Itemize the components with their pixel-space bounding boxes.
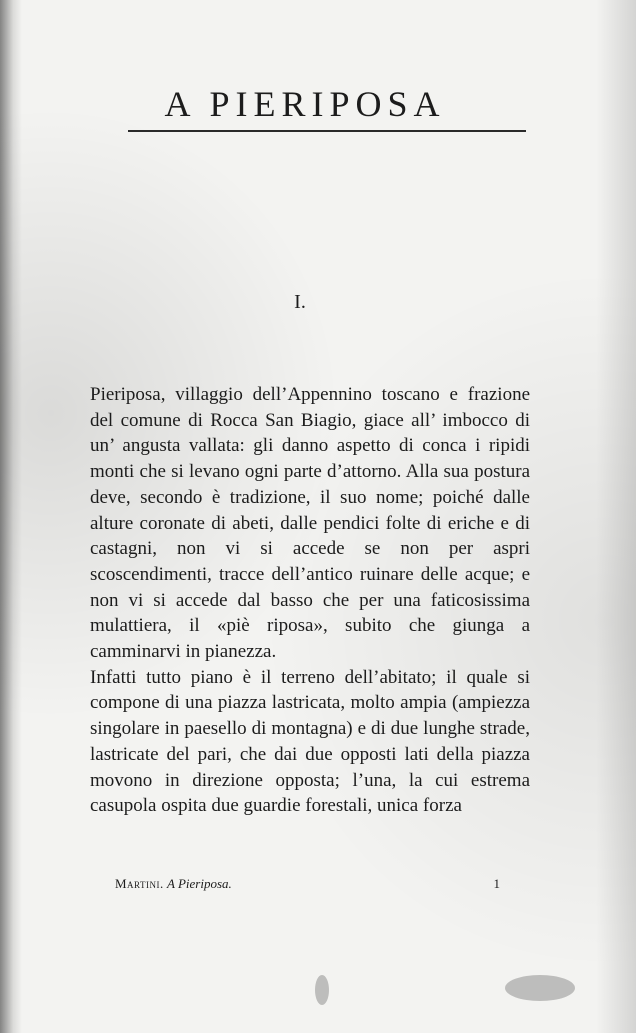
page-left-edge-shadow [0, 0, 22, 1033]
page-title: A PIERIPOSA [164, 84, 446, 124]
page-right-edge-shadow [596, 0, 636, 1033]
footer-author: Martini. [115, 876, 164, 891]
page-footer [115, 876, 500, 898]
paragraph-1: Pieriposa, villaggio dell’Appennino toscano e frazione del comune di Rocca San Biagio, giace all’ imbocco di un’ angusta vallata: gli danno aspetto di conca i ripidi monti che si levano ogni parte d’attorno. Alla sua postura deve, secondo è tradizione, il suo nome; poiché dalle alture coronate di abeti, dalle pendici folte di eriche e di castagni, non vi si accede se non per aspri scoscendimenti, tracce dell’antico ruinare delle acque; e non vi si accede dal basso che per una faticosissima mulattiera, il «piè riposa», subito che giunga a camminarvi in pianezza. [90, 384, 530, 663]
paragraph-2: Infatti tutto piano è il terreno dell’abitato; il quale si compone di una piazza lastricata, molto ampia (ampiezza singolare in paesello di montagna) e di due lunghe strade, lastricate del pari, che dai due opposti lati della piazza movono in direzione opposta; l’una, la cui estrema casupola ospita due guardie forestali, unica forza [90, 666, 530, 817]
footer-work-title: A Pieriposa. [167, 876, 232, 891]
paper-stain [505, 975, 575, 1001]
title-rule [128, 130, 526, 132]
body-text [90, 382, 530, 819]
chapter-number: I. [294, 291, 306, 313]
paper-stain [315, 975, 329, 1005]
page-number: 1 [493, 876, 500, 891]
